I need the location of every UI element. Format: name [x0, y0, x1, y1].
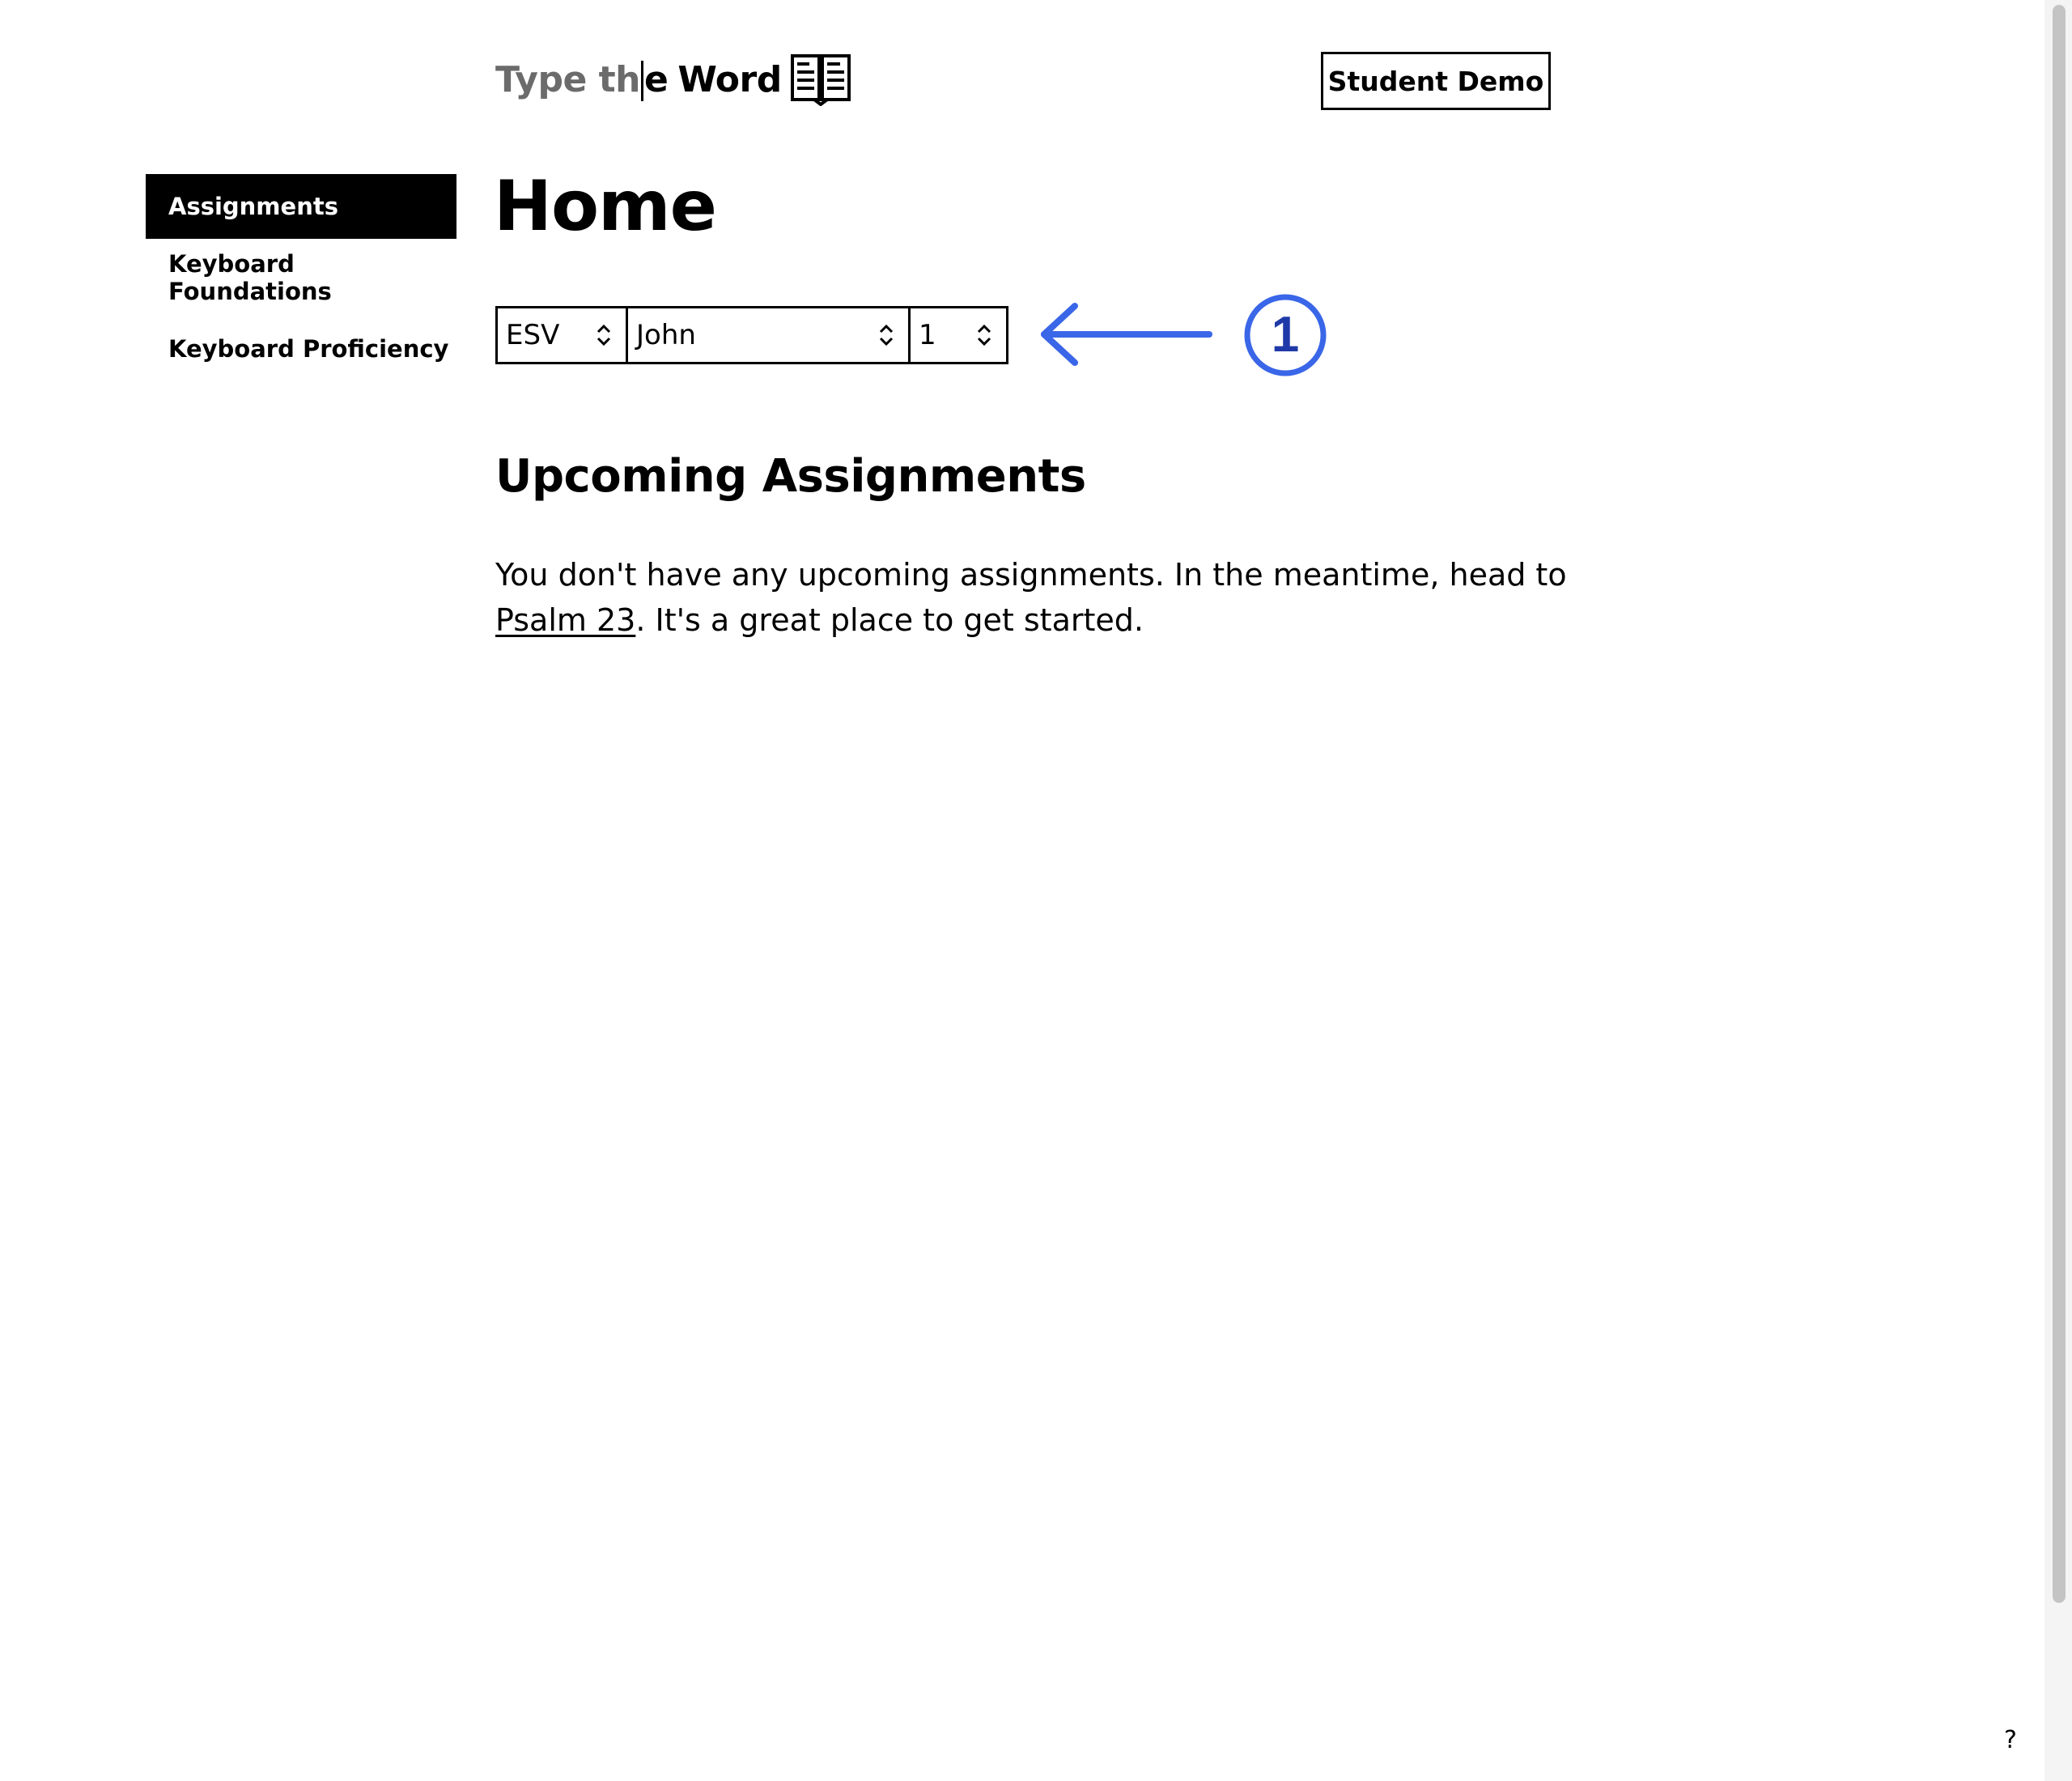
- message-text-before: You don't have any upcoming assignments. In the meantime, head to: [495, 557, 1567, 593]
- sidebar: [146, 174, 456, 388]
- version-select-value: ESV: [506, 319, 560, 351]
- book-select[interactable]: [626, 308, 908, 362]
- psalm-23-link[interactable]: Psalm 23: [495, 602, 636, 638]
- chapter-select-value: 1: [919, 319, 936, 351]
- logo-text-typed: Type th: [495, 58, 640, 100]
- upcoming-assignments-heading: Upcoming Assignments: [495, 450, 1086, 503]
- page-title: Home: [494, 166, 716, 247]
- chapter-select[interactable]: [908, 308, 1006, 362]
- help-button[interactable]: ?: [2004, 1726, 2017, 1754]
- logo-text-word: Word: [677, 58, 782, 100]
- sidebar-item-assignments[interactable]: Assignments: [146, 174, 456, 239]
- scrollbar-thumb[interactable]: [2053, 5, 2066, 1603]
- student-demo-button[interactable]: Student Demo: [1321, 52, 1551, 110]
- sidebar-item-keyboard-proficiency[interactable]: Keyboard Proficiency: [168, 335, 449, 363]
- text-cursor-icon: [641, 61, 643, 101]
- passage-selector: [495, 306, 1008, 364]
- annotation-arrow-icon: [1036, 300, 1216, 369]
- book-select-value: John: [636, 319, 696, 351]
- app-logo[interactable]: [495, 50, 851, 108]
- chevron-up-down-icon: [877, 322, 895, 348]
- annotation-step-badge: [1243, 293, 1327, 380]
- open-book-icon: [790, 53, 851, 106]
- message-text-after: . It's a great place to get started.: [635, 602, 1144, 638]
- sidebar-item-keyboard-foundations[interactable]: Keyboard Foundations: [168, 250, 332, 305]
- chevron-up-down-icon: [595, 322, 613, 348]
- annotation-step-number: 1: [1271, 307, 1300, 363]
- version-select[interactable]: [498, 308, 626, 362]
- chevron-up-down-icon: [975, 322, 993, 348]
- upcoming-assignments-message: [495, 552, 1572, 643]
- logo-text-untyped: e: [644, 58, 669, 100]
